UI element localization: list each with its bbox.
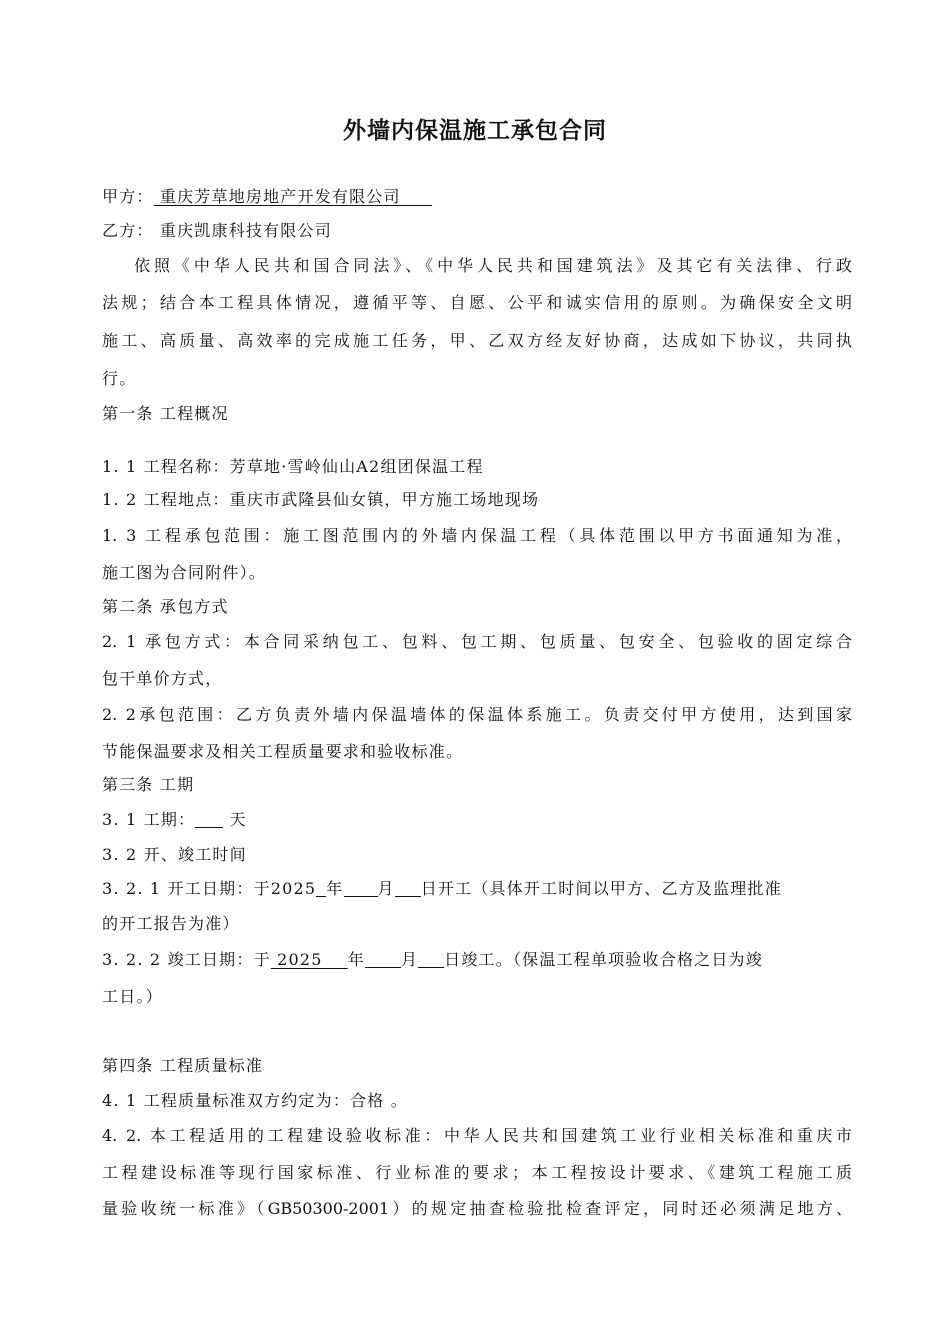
clause-3-2-1-line-2: 的开工报告为准） [102,914,240,933]
start-day-blank [395,880,421,897]
start-month-blank [344,880,378,897]
month-char: 月 [377,879,395,898]
clause-1-2: 1. 2 工程地点：重庆市武隆县仙女镇，甲方施工场地现场 [102,490,540,509]
clause-3-2: 3. 2 开、竣工时间 [102,845,247,864]
duration-days-blank [195,811,223,828]
clause-4-2-line-3: 量验收统一标准》（GB50300-2001）的规定抽查检验批检查评定，同时还必须满足地方、 [102,1199,852,1218]
clause-3-2-1-line-1 [102,879,852,899]
start-year-blank [316,880,326,897]
party-b-label: 乙方： [102,221,154,240]
preamble-line-2: 法规；结合本工程具体情况，遵循平等、自愿、公平和诚实信用的原则。为确保安全文明 [102,293,852,312]
year-char: 年 [326,879,344,898]
preamble-line-3: 施工、高质量、高效率的完成施工任务，甲、乙双方经友好协商，达成如下协议，共同执 [102,331,852,350]
start-date-prefix: 3. 2. 1 开工日期：于2025 [102,879,317,898]
clause-1-3-line-1: 1. 3 工程承包范围：施工图范围内的外墙内保温工程（具体范围以甲方书面通知为准， [102,526,852,545]
document-title: 外墙内保温施工承包合同 [343,117,607,144]
month-char: 月 [400,950,419,969]
clause-3-2-2-line-2: 工日。） [102,987,163,1006]
clause-3-1-label: 3. 1 工期： [102,810,196,829]
preamble-line-1: 依照《中华人民共和国合同法》、《中华人民共和国建筑法》及其它有关法律、行政 [134,256,852,275]
clause-2-2-line-2: 节能保温要求及相关工程质量要求和验收标准。 [102,742,464,761]
start-date-suffix: 日开工（具体开工时间以甲方、乙方及监理批准 [420,879,782,898]
article-4-heading: 第四条 工程质量标准 [102,1056,264,1075]
preamble-line-4: 行。 [102,369,137,388]
party-a-line [102,187,852,207]
clause-2-2-line-1: 2. 2承包范围：乙方负责外墙内保温墙体的保温体系施工。负责交付甲方使用，达到国家 [102,705,852,724]
clause-1-3-line-2: 施工图为合同附件）。 [102,563,267,582]
completion-year: 2025 [270,950,348,969]
completion-month-blank [365,951,401,968]
clause-2-1-line-1: 2. 1 承包方式：本合同采纳包工、包料、包工期、包质量、包安全、包验收的固定综合 [102,632,852,651]
clause-3-1-unit: 天 [223,810,247,829]
party-b-line [102,221,852,241]
clause-3-2-2-line-1 [102,950,852,970]
article-3-heading: 第三条 工期 [102,775,195,794]
clause-4-2-line-2: 工程建设标准等现行国家标准、行业标准的要求；本工程按设计要求、《建筑工程施工质 [102,1163,852,1182]
clause-2-1-line-2: 包干单价方式， [102,669,223,688]
clause-1-1: 1. 1 工程名称：芳草地·雪岭仙山A2组团保温工程 [102,457,484,476]
article-2-heading: 第二条 承包方式 [102,597,229,616]
clause-4-2-line-1: 4. 2. 本工程适用的工程建设验收标准：中华人民共和国建筑工业行业相关标准和重庆市 [102,1126,852,1145]
party-a-label: 甲方： [102,187,154,206]
completion-day-blank [418,951,444,968]
year-char: 年 [347,950,365,969]
completion-date-suffix: 日竣工。（保温工程单项验收合格之日为竣 [444,950,763,969]
party-a-value: 重庆芳草地房地产开发有限公司 [153,187,433,206]
party-b-value: 重庆凯康科技有限公司 [153,221,332,240]
completion-date-prefix: 3. 2. 2 竣工日期：于 [102,950,271,969]
clause-3-1 [102,810,852,830]
article-1-heading: 第一条 工程概况 [102,404,229,423]
clause-4-1: 4. 1 工程质量标准双方约定为：合格 。 [102,1091,408,1110]
